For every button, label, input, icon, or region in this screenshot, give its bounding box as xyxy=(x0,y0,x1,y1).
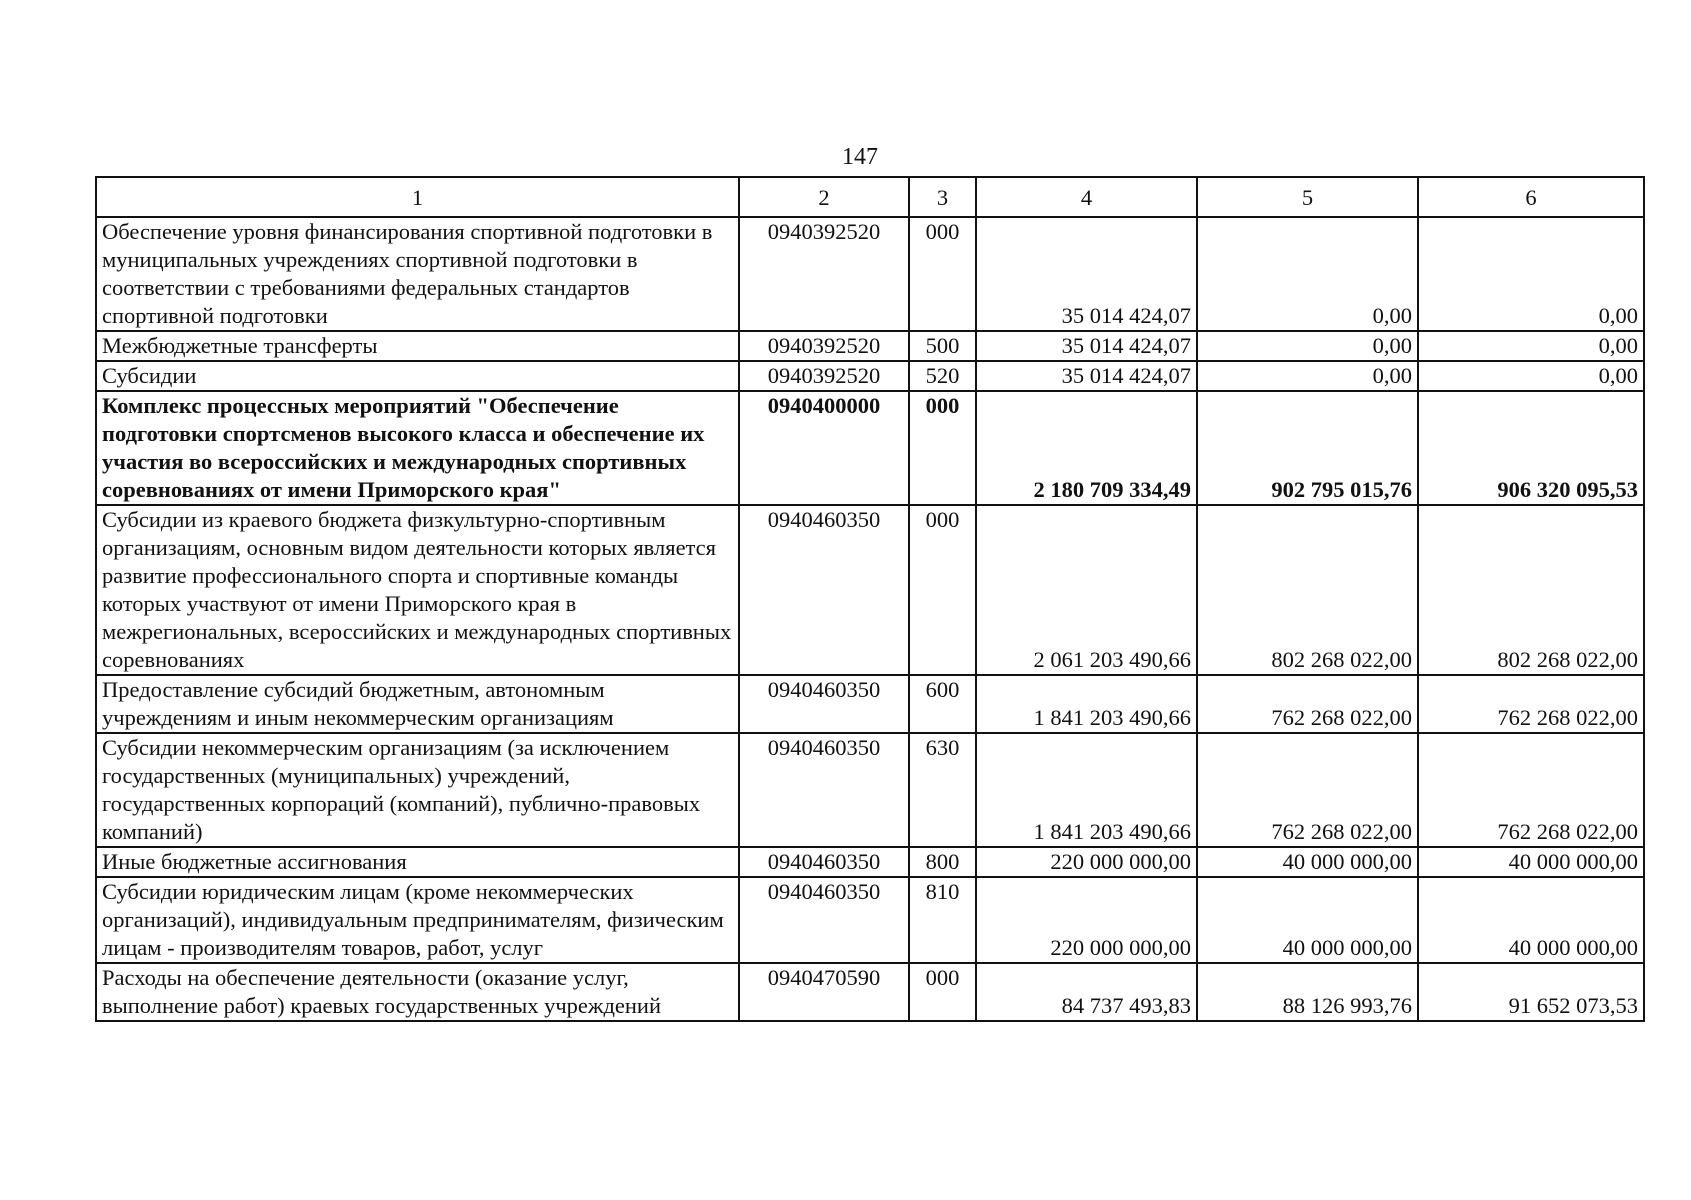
row-expense-type: 000 xyxy=(909,963,976,1021)
budget-table xyxy=(95,176,1645,1022)
row-name: Межбюджетные трансферты xyxy=(96,331,739,361)
row-amount-col6: 91 652 073,53 xyxy=(1418,963,1644,1021)
row-amount-col4: 35 014 424,07 xyxy=(976,361,1197,391)
row-amount-col4: 1 841 203 490,66 xyxy=(976,675,1197,733)
row-expense-type: 630 xyxy=(909,733,976,847)
row-amount-col5: 0,00 xyxy=(1197,331,1418,361)
row-name: Обеспечение уровня финансирования спортивной подготовки в муниципальных учреждениях спортивной подготовки в соответствии с требованиями федеральных стандартов спортивной подготовки xyxy=(96,217,739,331)
row-amount-col5: 40 000 000,00 xyxy=(1197,847,1418,877)
table-row xyxy=(96,391,1644,505)
row-amount-col5: 88 126 993,76 xyxy=(1197,963,1418,1021)
row-name: Иные бюджетные ассигнования xyxy=(96,847,739,877)
row-name: Предоставление субсидий бюджетным, автономным учреждениям и иным некоммерческим организациям xyxy=(96,675,739,733)
row-amount-col5: 902 795 015,76 xyxy=(1197,391,1418,505)
row-amount-col4: 2 061 203 490,66 xyxy=(976,505,1197,675)
row-amount-col6: 0,00 xyxy=(1418,331,1644,361)
row-amount-col6: 906 320 095,53 xyxy=(1418,391,1644,505)
column-header-2: 2 xyxy=(739,177,909,217)
row-name: Субсидии юридическим лицам (кроме некоммерческих организаций), индивидуальным предпринимателям, физическим лицам - производителям товаров, работ, услуг xyxy=(96,877,739,963)
table-row xyxy=(96,505,1644,675)
row-expense-type: 810 xyxy=(909,877,976,963)
row-amount-col5: 40 000 000,00 xyxy=(1197,877,1418,963)
table-row xyxy=(96,217,1644,331)
row-amount-col4: 2 180 709 334,49 xyxy=(976,391,1197,505)
table-row xyxy=(96,963,1644,1021)
row-name: Субсидии некоммерческим организациям (за исключением государственных (муниципальных) учреждений, государственных корпораций (компаний), публично-правовых компаний) xyxy=(96,733,739,847)
row-amount-col6: 802 268 022,00 xyxy=(1418,505,1644,675)
row-amount-col6: 0,00 xyxy=(1418,217,1644,331)
row-code: 0940460350 xyxy=(739,733,909,847)
row-amount-col6: 762 268 022,00 xyxy=(1418,733,1644,847)
row-expense-type: 500 xyxy=(909,331,976,361)
row-name: Расходы на обеспечение деятельности (оказание услуг, выполнение работ) краевых государственных учреждений xyxy=(96,963,739,1021)
table-row xyxy=(96,733,1644,847)
row-name: Субсидии xyxy=(96,361,739,391)
row-amount-col5: 762 268 022,00 xyxy=(1197,675,1418,733)
row-amount-col6: 762 268 022,00 xyxy=(1418,675,1644,733)
row-code: 0940460350 xyxy=(739,675,909,733)
row-amount-col5: 762 268 022,00 xyxy=(1197,733,1418,847)
row-expense-type: 600 xyxy=(909,675,976,733)
table-row xyxy=(96,847,1644,877)
row-code: 0940392520 xyxy=(739,217,909,331)
row-code: 0940392520 xyxy=(739,361,909,391)
row-expense-type: 800 xyxy=(909,847,976,877)
row-amount-col6: 40 000 000,00 xyxy=(1418,877,1644,963)
row-expense-type: 000 xyxy=(909,505,976,675)
row-amount-col4: 35 014 424,07 xyxy=(976,217,1197,331)
table-row xyxy=(96,331,1644,361)
row-amount-col6: 40 000 000,00 xyxy=(1418,847,1644,877)
row-expense-type: 520 xyxy=(909,361,976,391)
row-code: 0940460350 xyxy=(739,847,909,877)
table-row xyxy=(96,675,1644,733)
row-code: 0940460350 xyxy=(739,877,909,963)
row-code: 0940392520 xyxy=(739,331,909,361)
row-amount-col5: 0,00 xyxy=(1197,361,1418,391)
row-code: 0940400000 xyxy=(739,391,909,505)
row-amount-col5: 0,00 xyxy=(1197,217,1418,331)
row-code: 0940470590 xyxy=(739,963,909,1021)
row-amount-col5: 802 268 022,00 xyxy=(1197,505,1418,675)
row-expense-type: 000 xyxy=(909,217,976,331)
page-number: 147 xyxy=(842,144,878,170)
row-name: Субсидии из краевого бюджета физкультурно-спортивным организациям, основным видом деятельности которых является развитие профессионального спорта и спортивные команды которых участвуют от имени Приморского края в межрегиональных, всероссийских и международных спортивных соревнованиях xyxy=(96,505,739,675)
column-header-4: 4 xyxy=(976,177,1197,217)
row-code: 0940460350 xyxy=(739,505,909,675)
column-header-3: 3 xyxy=(909,177,976,217)
row-name: Комплекс процессных мероприятий "Обеспечение подготовки спортсменов высокого класса и обеспечение их участия во всероссийских и международных спортивных соревнованиях от имени Приморского края" xyxy=(96,391,739,505)
row-expense-type: 000 xyxy=(909,391,976,505)
row-amount-col4: 35 014 424,07 xyxy=(976,331,1197,361)
table-row xyxy=(96,877,1644,963)
column-header-1: 1 xyxy=(96,177,739,217)
column-header-6: 6 xyxy=(1418,177,1644,217)
header-row xyxy=(96,177,1644,217)
row-amount-col4: 1 841 203 490,66 xyxy=(976,733,1197,847)
row-amount-col6: 0,00 xyxy=(1418,361,1644,391)
row-amount-col4: 84 737 493,83 xyxy=(976,963,1197,1021)
row-amount-col4: 220 000 000,00 xyxy=(976,847,1197,877)
table-row xyxy=(96,361,1644,391)
row-amount-col4: 220 000 000,00 xyxy=(976,877,1197,963)
column-header-5: 5 xyxy=(1197,177,1418,217)
